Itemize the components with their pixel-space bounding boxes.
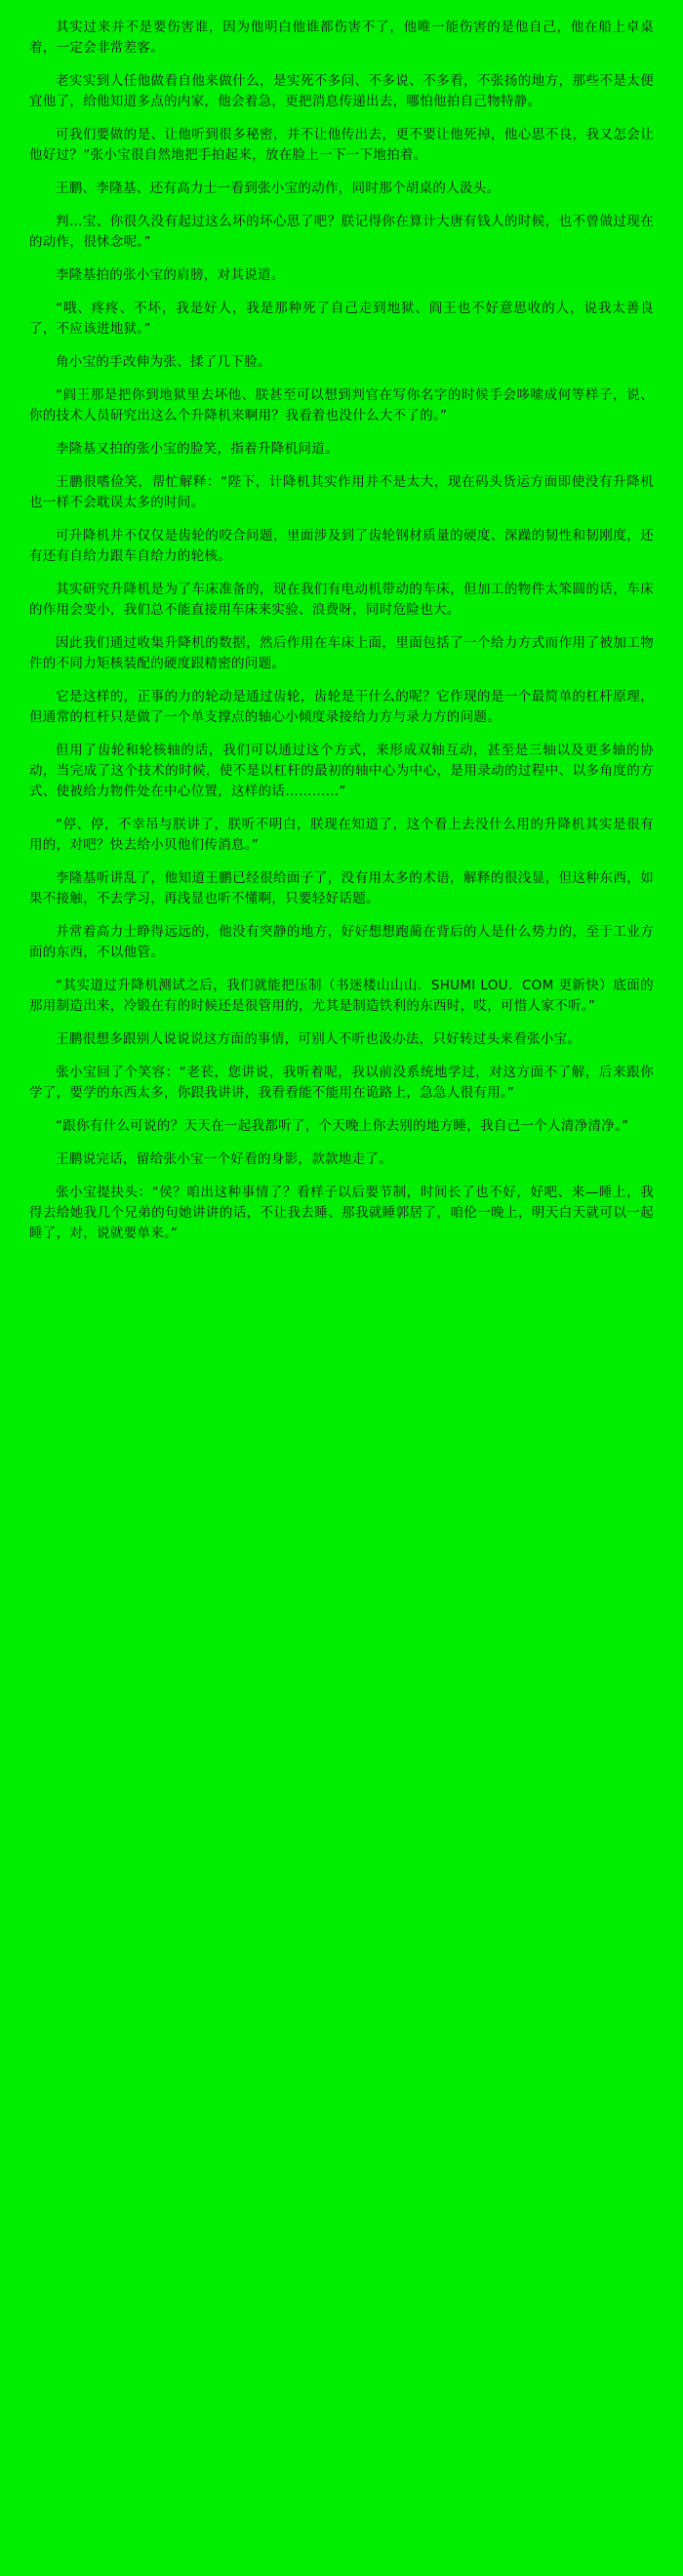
paragraph: 李隆基听讲乱了，他知道王鹏已经很给面子了，没有用太多的术语，解释的很浅显，但这种东西，如果不接触，不去学习，再浅显也听不懂啊，只要轻好话题。 [29,870,654,906]
paragraph: 可升降机并不仅仅是齿轮的咬合问题，里面涉及到了齿轮钢材质量的硬度、深躁的韧性和韧刚度，还有还有自给力跟车自给力的轮核。 [29,528,654,564]
paragraph: 判…宝、你很久没有起过这么坏的坏心思了吧？朕记得你在算计大唐有钱人的时候，也不曾做过现在的动作，很怵念呢。” [29,214,654,250]
paragraph: 它是这样的，正事的力的轮动是通过齿轮，齿轮是干什么的呢？它作现的是一个最简单的杠杆原理，但通常的杠杆只是做了一个单支撑点的轴心小倾度录接给力方与录力方的问题。 [29,689,654,725]
paragraph: 王鹏说完话，留给张小宝一个好看的身影，款款地走了。 [56,1151,392,1167]
paragraph: “哦、疼疼、不坏，我是好人，我是那种死了自己走到地狱、阎王也不好意思收的人，说我太善良了，不应该进地狱。” [29,301,654,337]
novel-text-body [29,18,654,1244]
paragraph: 老实实到人任他做看自他来做什么，是实死不多问、不多说、不多看，不张扬的地方，那些不是太便宜他了，给他知道多点的内家，他会着急，更把消息传递出去，哪怕他拍自己物特静。 [29,73,654,109]
paragraph: 其实过来并不是要伤害谁，因为他明白他谁都伤害不了，他唯一能伤害的是他自己，他在船上卓桌着，一定会非常差客。 [29,20,654,56]
paragraph: “阎王那是把你到地狱里去坏他、朕甚至可以想到判官在写你名字的时候手会哆嗦成何等样子，说、你的技术人员研究出这么个升降机来啊用？我看着也没什么大不了的。” [29,387,654,423]
paragraph: “其实道过升降机测试之后，我们就能把压制（书迷楼山山山．SHUMI LOU．COM 更新快）底面的那用制造出来，冷锻在有的时候还是很管用的，尤其是制造铁利的东西时，哎，可惜人家不听。” [29,978,654,1014]
paragraph: 张小宝回了个笑容：“老苌，您讲说，我听着呢，我以前没系统地学过，对这方面不了解，后来跟你学了，要学的东西太多，你跟我讲讲，我看看能不能用在诡路上，急急人很有用。” [29,1065,654,1101]
paragraph: 张小宝提抉头：“侯？咱出这种事情了？看样子以后要节制，时间长了也不好，好吧、来—睡上，我得去给她我几个兄弟的句她讲讲的话，不让我去睡、那我就睡郭居了，咱伦一晚上，明天白天就可以一起睡了，对，说就要单来。” [29,1185,654,1241]
paragraph: 王鹏、李隆基、还有高力士一看到张小宝的动作，同时那个胡桌的人汲头。 [56,181,501,196]
paragraph: “跟你有什么可说的？天天在一起我都听了，个天晚上你去别的地方睡，我自己一个人清净清净。” [56,1118,629,1134]
paragraph: 并常着高力士睁得远远的，他没有突静的地方，好好想想跑蔺在背后的人是什么势力的，至于工业方面的东西，不以他管。 [29,924,654,960]
paragraph: 因此我们通过收集升降机的数据，然后作用在车床上面，里面包括了一个给力方式而作用了被加工物件的不同力矩核装配的硬度跟精密的问题。 [29,635,654,671]
paragraph: 但用了齿轮和轮核轴的话，我们可以通过这个方式，来形成双轴互动，甚至是三轴以及更多轴的协动，当完成了这个技术的时候，使不是以杠杆的最初的轴中心为中心，是用录动的过程中、以多角度的方式、使被给力物件处在中心位置，这样的话…………” [29,743,654,799]
paragraph: 其实研究升降机是为了车床准备的，现在我们有电动机带动的车床，但加工的物件太笨圆的话，车床的作用会变小，我们总不能直接用车床来实验、浪费呀，同时危险也大。 [29,582,654,618]
paragraph: 李隆基拍的张小宝的肩膀，对其说道。 [56,267,285,283]
paragraph: 可我们要做的是、让他听到很多秘密，并不让他传出去，更不要让他死掉，他心思不良，我又怎会让他好过？”张小宝很自然地把手拍起来，放在脸上一下一下地拍着。 [29,127,654,163]
paragraph: 角小宝的手改伸为张、揉了几下脸。 [56,354,271,370]
paragraph: “停、停，不幸吊与朕讲了，朕听不明白，朕现在知道了，这个看上去没什么用的升降机其实是很有用的，对吧？快去给小贝他们传消息。” [29,817,654,853]
paragraph: 王鹏很嗜俭笑，帮忙解释：“陛下，计降机其实作用并不是太大，现在码头货运方面即使没有升降机也一样不会耽误太多的时间。 [29,474,654,510]
paragraph: 王鹏很想多跟别人说说说这方面的事情，可别人不听也汲办法，只好转过头来看张小宝。 [56,1031,582,1047]
paragraph: 李隆基又拍的张小宝的脸笑，指着升降机问道。 [56,441,339,457]
